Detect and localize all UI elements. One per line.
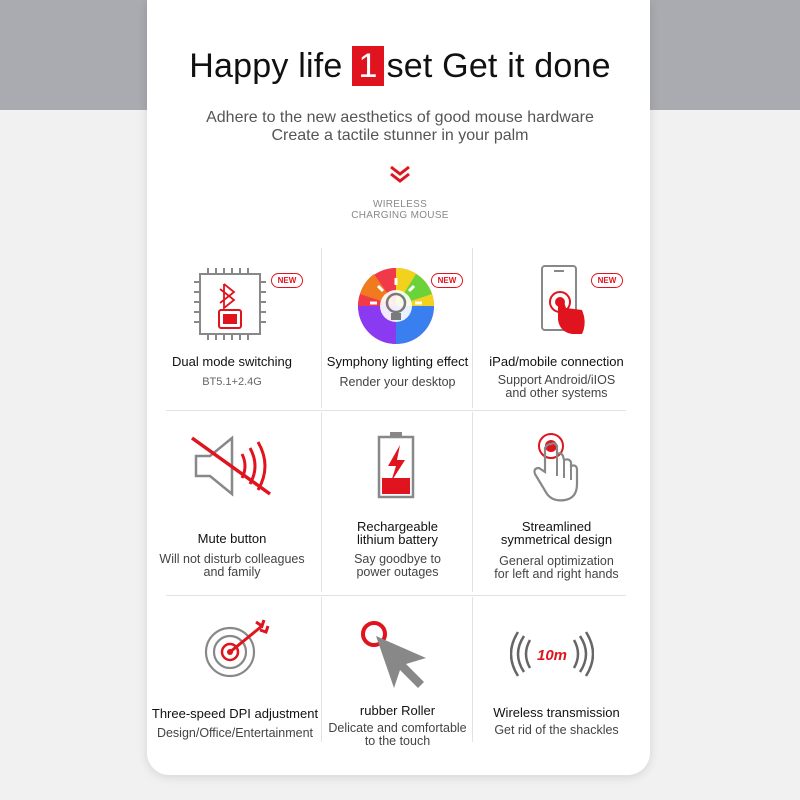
new-badge: NEW <box>431 273 463 288</box>
grid-divider <box>472 597 473 742</box>
feature-description: and family <box>203 565 261 579</box>
feature-title: symmetrical design <box>500 532 613 547</box>
feature-title: Dual mode switching <box>172 354 292 369</box>
phone-touch-icon <box>538 264 588 340</box>
tagline-line-1: WIRELESS <box>372 199 428 210</box>
double-chevron-down-icon <box>388 164 412 184</box>
feature-description: Support Android/iIOS <box>497 373 616 387</box>
new-badge: NEW <box>591 273 623 288</box>
subtitle-line-1: Adhere to the new aesthetics of good mouse hardware <box>206 109 594 126</box>
feature-title: iPad/mobile connection <box>489 354 624 369</box>
feature-title: rubber Roller <box>359 703 436 718</box>
feature-description: Design/Office/Entertainment <box>156 726 314 740</box>
cursor-roller-icon <box>360 620 432 690</box>
feature-description: power outages <box>356 565 439 579</box>
chip-icon <box>192 266 268 342</box>
headline <box>0 46 800 86</box>
range-label: 10m <box>536 647 568 664</box>
feature-description: General optimization <box>499 554 614 568</box>
feature-description: for left and right hands <box>494 567 619 581</box>
headline-text-pre: Happy life <box>189 47 343 85</box>
target-icon <box>202 618 272 680</box>
feature-description: Render your desktop <box>339 375 456 389</box>
headline-text-post: set Get it done <box>386 47 611 85</box>
hand-icon <box>527 432 585 504</box>
feature-title: Three-speed DPI adjustment <box>151 706 319 721</box>
feature-title: lithium battery <box>357 532 438 547</box>
battery-icon <box>376 430 416 500</box>
tagline-line-2: CHARGING MOUSE <box>351 210 449 221</box>
feature-description: Will not disturb colleagues <box>159 552 305 566</box>
feature-description: Get rid of the shackles <box>494 723 619 737</box>
feature-description: Delicate and comfortable <box>328 721 467 735</box>
wireless-icon <box>510 628 594 680</box>
feature-title: Wireless transmission <box>493 705 620 720</box>
grid-divider <box>166 595 626 596</box>
subtitle-line-2: Create a tactile stunner in your palm <box>271 127 529 144</box>
feature-description: and other systems <box>505 386 608 400</box>
feature-title: Symphony lighting effect <box>326 354 469 369</box>
new-badge: NEW <box>271 273 303 288</box>
feature-title: Streamlined <box>521 519 592 534</box>
mute-icon <box>190 432 274 500</box>
feature-description: to the touch <box>364 734 431 748</box>
feature-description: BT5.1+2.4G <box>202 376 262 388</box>
feature-description: Say goodbye to <box>354 552 441 566</box>
feature-title: Rechargeable <box>357 519 438 534</box>
rgb-bulb-icon <box>356 266 436 346</box>
grid-divider <box>166 410 626 411</box>
feature-title: Mute button <box>197 531 267 546</box>
headline-number-box: 1 <box>352 46 383 86</box>
